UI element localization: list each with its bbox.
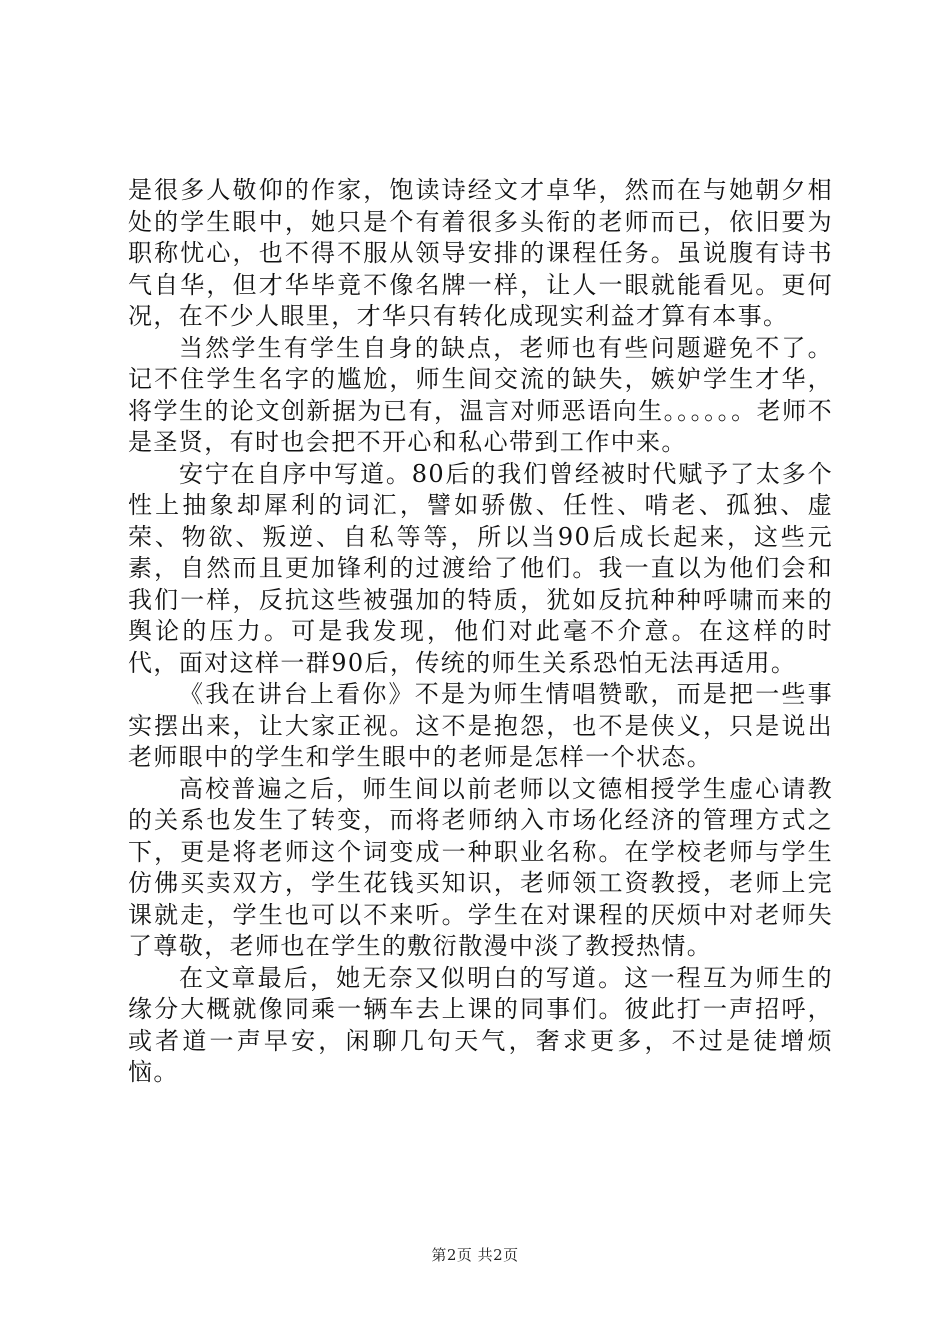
paragraph-3: 安宁在自序中写道。80后的我们曾经被时代赋予了太多个性上抽象却犀利的词汇，譬如骄傲、任性、啃老、孤独、虚荣、物欲、叛逆、自私等等，所以当90后成长起来，这些元素，自然而且更加锋利的过渡给了他们。我一直以为他们会和我们一样，反抗这些被强加的特质，犹如反抗种种呼啸而来的舆论的压力。可是我发现，他们对此毫不介意。在这样的时代，面对这样一群90后，传统的师生关系恐怕无法再适用。 bbox=[128, 459, 833, 677]
page-number-footer: 第2页 共2页 bbox=[431, 1246, 519, 1264]
body-text bbox=[128, 175, 833, 1089]
paragraph-2: 当然学生有学生自身的缺点，老师也有些问题避免不了。记不住学生名字的尴尬，师生间交流的缺失，嫉妒学生才华，将学生的论文创新据为已有，温言对师恶语向生。。。。。。老师不是圣贤，有时也会把不开心和私心带到工作中来。 bbox=[128, 333, 833, 456]
paragraph-5: 高校普遍之后，师生间以前老师以文德相授学生虚心请教的关系也发生了转变，而将老师纳入市场化经济的管理方式之下，更是将老师这个词变成一种职业名称。在学校老师与学生仿佛买卖双方，学生花钱买知识，老师领工资教授，老师上完课就走，学生也可以不来听。学生在对课程的厌烦中对老师失了尊敬，老师也在学生的敷衍散漫中淡了教授热情。 bbox=[128, 774, 833, 960]
paragraph-6: 在文章最后，她无奈又似明白的写道。这一程互为师生的缘分大概就像同乘一辆车去上课的同事们。彼此打一声招呼，或者道一声早安，闲聊几句天气，奢求更多，不过是徒增烦恼。 bbox=[128, 963, 833, 1086]
paragraph-4: 《我在讲台上看你》不是为师生情唱赞歌，而是把一些事实摆出来，让大家正视。这不是抱怨，也不是侠义，只是说出老师眼中的学生和学生眼中的老师是怎样一个状态。 bbox=[128, 680, 833, 771]
paragraph-1: 是很多人敬仰的作家，饱读诗经文才卓华，然而在与她朝夕相处的学生眼中，她只是个有着很多头衔的老师而已，依旧要为职称忧心，也不得不服从领导安排的课程任务。虽说腹有诗书气自华，但才华毕竟不像名牌一样，让人一眼就能看见。更何况，在不少人眼里，才华只有转化成现实利益才算有本事。 bbox=[128, 176, 833, 330]
